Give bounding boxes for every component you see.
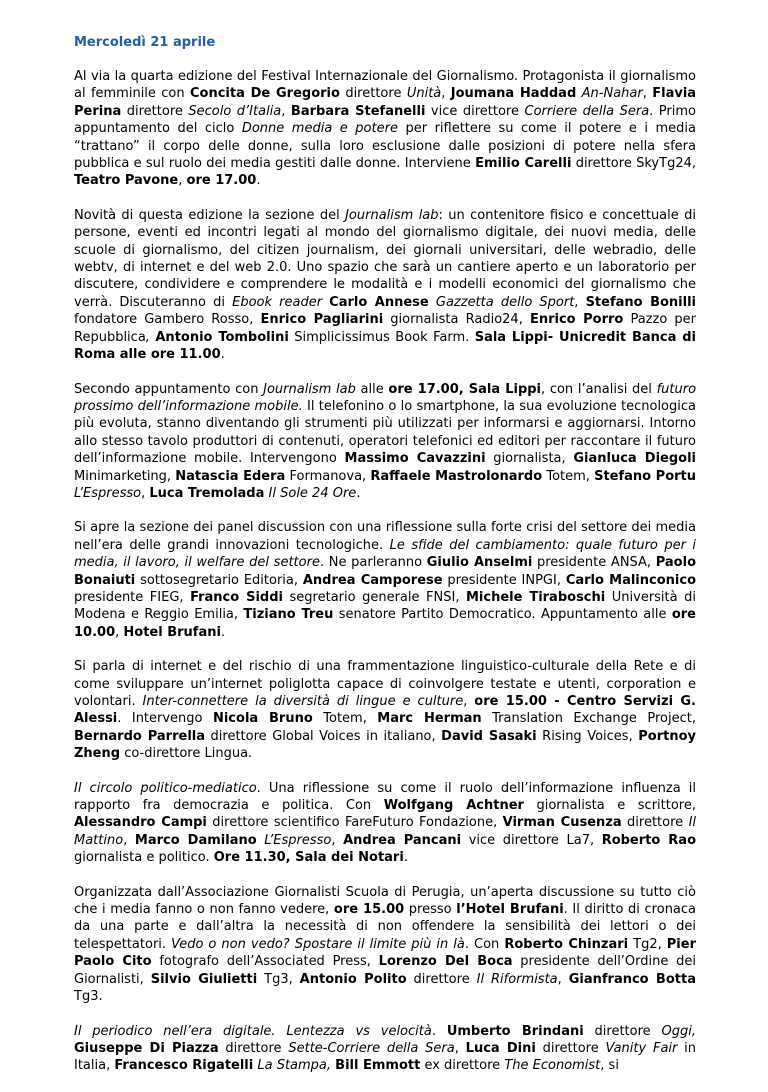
paragraph-8 (74, 1023, 696, 1075)
bold-text: Francesco Rigatelli (114, 1058, 254, 1074)
text-run: giornalista e scrittore, (523, 798, 696, 814)
bold-text: Barbara Stefanelli (290, 103, 426, 119)
text-run: . Una riflessione su come il ruolo dell’informazione influenza il rapporto fra democrazia e politica. Con (74, 780, 696, 814)
text-run: Minimarketing, (74, 468, 176, 484)
text-run: vice direttore La7, (461, 832, 602, 848)
paragraph-4 (74, 519, 696, 641)
italic-text: Le sfide del cambiamento: quale futuro per i media, il lavoro, il welfare del settore (74, 537, 696, 571)
bold-text: Enrico Porro (529, 312, 624, 328)
text-run: co-direttore Lingua. (120, 746, 253, 762)
bold-text: Ore 11.30, Sala dei Notari (213, 850, 404, 866)
text-run: direttore (339, 86, 407, 102)
text-run: giornalista, (485, 451, 574, 467)
bold-text: ore 15.00 (333, 902, 405, 918)
bold-text: Stefano Bonilli (585, 294, 697, 310)
text-run: presidente ANSA, (532, 555, 656, 571)
text-run: . Intervengo (117, 711, 213, 727)
italic-text: Vanity Fair (605, 1040, 678, 1056)
text-run: . (356, 485, 361, 501)
bold-text: ore 10.00 (74, 607, 696, 640)
text-run: , (557, 971, 569, 987)
bold-text: Roberto Chinzari (504, 936, 629, 952)
bold-text: Hotel Brufani (123, 624, 221, 640)
bold-text: Giulio Anselmi (426, 555, 533, 571)
text-run: , (642, 86, 653, 102)
bold-text: Antonio Polito (299, 971, 407, 987)
italic-text: futuro prossimo dell’informazione mobile. (74, 381, 697, 414)
bold-text: Joumana Haddad (450, 86, 577, 102)
text-run: . Ne parleranno (319, 555, 427, 571)
text-run: direttore Global Voices in italiano, (205, 728, 442, 744)
bold-text: Franco Siddi (190, 589, 283, 605)
bold-text: Nicola Bruno (212, 711, 313, 727)
text-run: , (178, 173, 187, 189)
text-run: , (141, 485, 150, 501)
paragraph-3 (74, 381, 696, 503)
text-run: presidente FIEG, (74, 589, 191, 605)
italic-text: Journalism lab (345, 207, 439, 223)
italic-text: Il periodico nell’era digitale. Lentezza vs velocità (74, 1023, 432, 1039)
text-run: Tg3, (257, 971, 300, 987)
text-run: Tg3. (74, 989, 103, 1005)
text-run: giornalista Radio24, (383, 312, 530, 328)
bold-text: Tiziano Treu (243, 607, 334, 623)
text-run: . Primo appuntamento del ciclo (74, 103, 696, 137)
text-run: direttore (535, 1040, 606, 1056)
document-body (74, 68, 696, 1075)
bold-text: Sala Lippi- Unicredit Banca di Roma alle ore 11.00 (74, 329, 696, 363)
bold-text: Luca Tremolada (149, 485, 265, 501)
text-run: presidente INPGI, (442, 572, 566, 588)
text-run: presidente dell’Ordine dei Giornalisti, (74, 954, 697, 987)
bold-text: Natascia Edera (175, 468, 286, 484)
paragraph-2 (74, 207, 696, 364)
text-run: . (220, 347, 225, 363)
italic-text: La Stampa, (257, 1058, 332, 1074)
text-run: ex direttore (420, 1058, 505, 1074)
text-run: , (574, 294, 586, 310)
text-run: senatore Partito Democratico. Appuntamento alle (333, 607, 672, 623)
italic-text: Corriere della Sera (524, 103, 650, 119)
italic-text: , (145, 329, 150, 345)
italic-text: Secolo d’Italia (188, 103, 282, 119)
text-run: in Italia, (74, 1040, 697, 1074)
text-run: direttore (121, 103, 189, 119)
text-run: . (403, 850, 408, 866)
bold-text: Luca Dini (465, 1040, 536, 1056)
text-run: direttore (621, 815, 689, 831)
text-run: Simplicissimus Book Farm. (288, 329, 475, 345)
text-run: , (441, 86, 451, 102)
text-run: sottosegretario Editoria, (135, 572, 303, 588)
text-run: : un contenitore fisico e concettuale di persone, eventi ed incontri legati al mondo del giornalismo digitale, dei nuovi media, delle scuole di giornalismo, del citizen journalism, dei giornali universitari, delle webradio, delle webtv, di internet e del web 2.0. Uno spazio che sarà un cantiere aperto e un laboratorio per discutere, condividere e comprendere le modalità e i modelli economici del giornalismo che verrà. Discuteranno di (74, 207, 696, 310)
bold-text: ore 17.00 (186, 173, 257, 189)
text-run: direttore (583, 1023, 662, 1039)
text-run: , si (600, 1058, 619, 1074)
italic-text: Il circolo politico-mediatico (74, 780, 257, 796)
paragraph-5 (74, 658, 696, 762)
bold-text: Lorenzo Del Boca (378, 954, 513, 970)
italic-text: Il Sole 24 Ore (268, 485, 357, 501)
bold-text: Massimo Cavazzini (344, 451, 486, 467)
text-run: Secondo appuntamento con (74, 381, 264, 397)
bold-text: Alessandro Campi (74, 815, 207, 831)
bold-text: Silvio Giulietti (150, 971, 258, 987)
text-run: giornalista e politico. (74, 850, 214, 866)
bold-text: Pier Paolo Cito (74, 936, 696, 970)
italic-text: Sette-Corriere della Sera (288, 1040, 455, 1056)
bold-text: Bernardo Parrella (74, 728, 206, 744)
bold-text: Marc Herman (377, 711, 482, 727)
text-run: . (256, 173, 261, 189)
text-run (429, 295, 436, 310)
text-run: . Con (464, 936, 505, 952)
italic-text: L’Espresso (264, 832, 332, 848)
text-run: Tg2, (628, 936, 667, 952)
text-run: , (123, 832, 135, 848)
text-run: . Il diritto di cronaca da una parte e dall’altra la necessità di non offendere la sensibilità dei lettori o dei telespettatori. (74, 902, 697, 952)
text-run: presso (404, 902, 457, 918)
text-run: , (463, 694, 475, 709)
italic-text: Unità (406, 86, 442, 102)
paragraph-7 (74, 884, 696, 1006)
italic-text: Vedo o non vedo? Spostare il limite più in là (171, 936, 465, 952)
bold-text: Michele Tiraboschi (465, 589, 606, 605)
bold-text: Carlo Annese (329, 294, 429, 310)
paragraph-1 (74, 68, 696, 190)
bold-text: Raffaele Mastrolonardo (370, 468, 543, 484)
bold-text: Concita De Gregorio (190, 86, 340, 102)
text-run: Pazzo per Repubblica (74, 312, 696, 345)
bold-text: Teatro Pavone (74, 173, 179, 189)
bold-text: Emilio Carelli (475, 156, 572, 172)
text-run: fotografo dell’Associated Press, (151, 954, 379, 970)
italic-text: Gazzetta dello Sport (435, 294, 575, 310)
bold-text: Antonio Tombolini (155, 329, 289, 345)
text-run: Formanova, (285, 468, 371, 484)
italic-text: Donne media e potere (241, 121, 398, 137)
text-run: segretario generale FNSI, (283, 589, 466, 605)
text-run: Si apre la sezione dei panel discussion con una riflessione sulla forte crisi del settore dei media nell’era delle grandi innovazioni tecnologiche. (74, 520, 696, 553)
text-run: per riflettere su come il potere e i media “trattano” il corpo delle donne, sulla loro esclusione dalle posizioni di potere nella sfera pubblica e sul ruolo dei media gestiti dalle donne. Interviene (74, 121, 696, 172)
bold-text: Carlo Malinconico (565, 572, 697, 588)
text-run: . (220, 624, 226, 640)
text-run: direttore scientifico FareFuturo Fondazione, (206, 815, 503, 831)
text-run: direttore SkyTg24, (571, 156, 696, 172)
bold-text: Gianfranco Botta (568, 971, 696, 987)
text-run: , (115, 624, 124, 640)
bold-text: Bill Emmott (335, 1058, 421, 1074)
bold-text: Roberto Rao (601, 832, 697, 848)
text-run: , (454, 1040, 466, 1056)
bold-text: Umberto Brindani (446, 1023, 584, 1039)
bold-text: Andrea Pancani (343, 832, 462, 848)
bold-text: Wolfgang Achtner (383, 798, 524, 814)
text-run: , (281, 103, 291, 119)
text-run: Università di Modena e Reggio Emilia, (74, 589, 696, 623)
date-heading: Mercoledì 21 aprile (74, 35, 216, 50)
bold-text: Andrea Camporese (302, 572, 443, 588)
paragraph-6 (74, 780, 696, 867)
italic-text: Ebook reader (232, 294, 323, 310)
italic-text: An-Nahar (581, 86, 643, 102)
italic-text: Oggi, (661, 1023, 696, 1039)
italic-text: Journalism lab (263, 381, 356, 397)
bold-text: Flavia Perina (74, 86, 697, 119)
bold-text: Marco Damilano (134, 832, 257, 848)
text-run: vice direttore (425, 103, 525, 119)
text-run: direttore (218, 1040, 289, 1056)
bold-text: Portnoy Zheng (74, 728, 696, 762)
document-page (74, 34, 696, 1092)
text-run: Si parla di internet e del rischio di una frammentazione linguistico-culturale della Rete e di come sviluppare un’internet poliglotta capace di coinvolgere testate e utenti, corporation e volontari. (74, 659, 696, 709)
bold-text: Giuseppe Di Piazza (74, 1040, 219, 1056)
text-run: Al via la quarta edizione del Festival Internazionale del Giornalismo. Protagonista il giornalismo al femminile con (74, 69, 696, 102)
text-run: Totem, (312, 711, 378, 727)
text-run: fondatore Gambero Rosso, (74, 312, 261, 328)
text-run: Novità di questa edizione la sezione del (74, 207, 346, 223)
text-run: direttore (406, 971, 477, 987)
italic-text: The Economist (504, 1058, 601, 1074)
text-run: Rising Voices, (536, 728, 639, 744)
bold-text: Enrico Pagliarini (260, 312, 384, 328)
italic-text: Il Mattino (74, 815, 697, 848)
italic-text: Il Riformista (476, 971, 558, 987)
bold-text: Gianluca Diegoli (573, 451, 696, 467)
text-run: , con l’analisi del (541, 381, 657, 397)
text-run: Translation Exchange Project, (481, 711, 696, 727)
text-run: Il telefonino o lo smartphone, la sua evoluzione tecnologica più evoluta, stanno diventando gli strumenti più utilizzati per informarsi e aggiornarsi. Intorno allo stesso tavolo produttori di contenuti, operatori telefonici ed editori per raccontare il futuro dell’informazione mobile. Intervengono (74, 398, 696, 467)
bold-text: Virman Cusenza (502, 815, 622, 831)
bold-text: Stefano Portu (594, 468, 697, 484)
text-run: alle (355, 381, 389, 397)
text-run: Totem, (542, 468, 595, 484)
bold-text: David Sasaki (441, 728, 537, 744)
text-run: , (331, 832, 344, 848)
bold-text: ore 15.00 - Centro Servizi G. Alessi (74, 694, 696, 727)
bold-text: Paolo Bonaiuti (74, 555, 697, 588)
italic-text: L’Espresso (74, 485, 142, 501)
bold-text: ore 17.00, Sala Lippi (388, 381, 542, 397)
text-run: Organizzata dall’Associazione Giornalisti Scuola di Perugia, un’aperta discussione su tutto ciò che i media fanno o non fanno vedere, (74, 884, 696, 918)
text-run: . (431, 1023, 447, 1039)
bold-text: l’Hotel Brufani (456, 902, 564, 918)
italic-text: Inter-connettere la diversità di lingue e culture (142, 694, 464, 709)
